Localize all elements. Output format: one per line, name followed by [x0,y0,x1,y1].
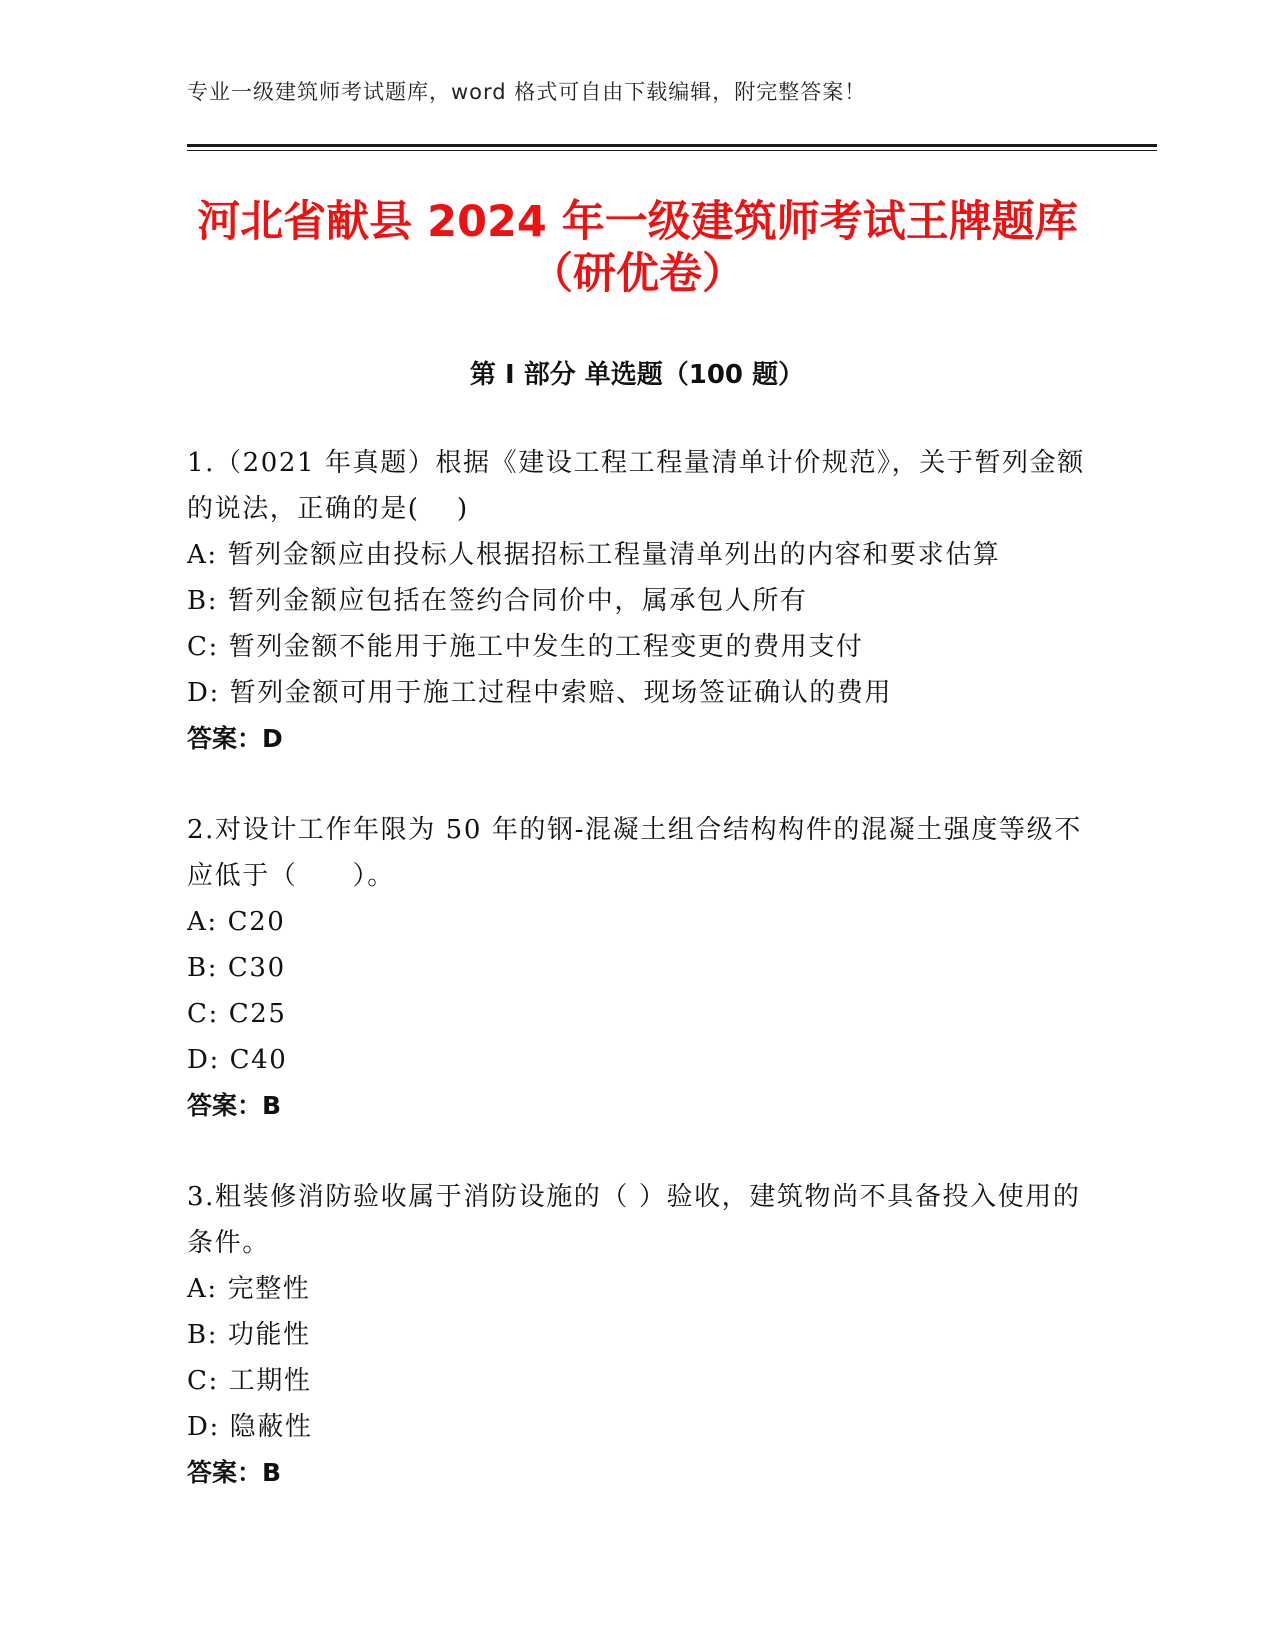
option-d: D: 暂列金额可用于施工过程中索赔、现场签证确认的费用 [187,678,893,708]
option-d: D: 隐蔽性 [187,1412,313,1442]
header-divider-thin [187,150,1157,151]
question-3 [187,1174,1087,1496]
option-c: C: 暂列金额不能用于施工中发生的工程变更的费用支付 [187,632,864,662]
option-c: C: 工期性 [187,1366,312,1396]
document-title-line1: 河北省献县 2024 年一级建筑师考试王牌题库 [197,197,1078,247]
option-d: D: C40 [187,1045,288,1075]
question-2 [187,807,1087,1129]
question-1 [187,440,1087,762]
section-title: 第 I 部分 单选题（100 题） [469,360,805,390]
answer: 答案：B [187,1458,282,1487]
header-divider-thick [187,144,1157,147]
document-title [150,196,1125,300]
option-c: C: C25 [187,999,287,1029]
answer: 答案：D [187,724,283,753]
option-b: B: 暂列金额应包括在签约合同价中，属承包人所有 [187,586,808,616]
question-stem: 3.粗装修消防验收属于消防设施的（ ）验收，建筑物尚不具备投入使用的条件。 [187,1182,1081,1258]
document-title-line2: （研优卷） [530,249,745,299]
question-stem: 2.对设计工作年限为 50 年的钢-混凝土组合结构构件的混凝土强度等级不应低于（ ）。 [187,815,1082,891]
option-b: B: C30 [187,953,286,983]
option-b: B: 功能性 [187,1320,311,1350]
option-a: A: 完整性 [187,1274,311,1304]
option-a: A: C20 [187,907,286,937]
answer: 答案：B [187,1091,282,1120]
option-a: A: 暂列金额应由投标人根据招标工程量清单列出的内容和要求估算 [187,540,1001,570]
question-stem: 1.（2021 年真题）根据《建设工程工程量清单计价规范》，关于暂列金额的说法，正确的是( ) [187,448,1085,524]
header-note: 专业一级建筑师考试题库，word 格式可自由下载编辑，附完整答案！ [187,80,867,104]
question-list [187,440,1087,1541]
